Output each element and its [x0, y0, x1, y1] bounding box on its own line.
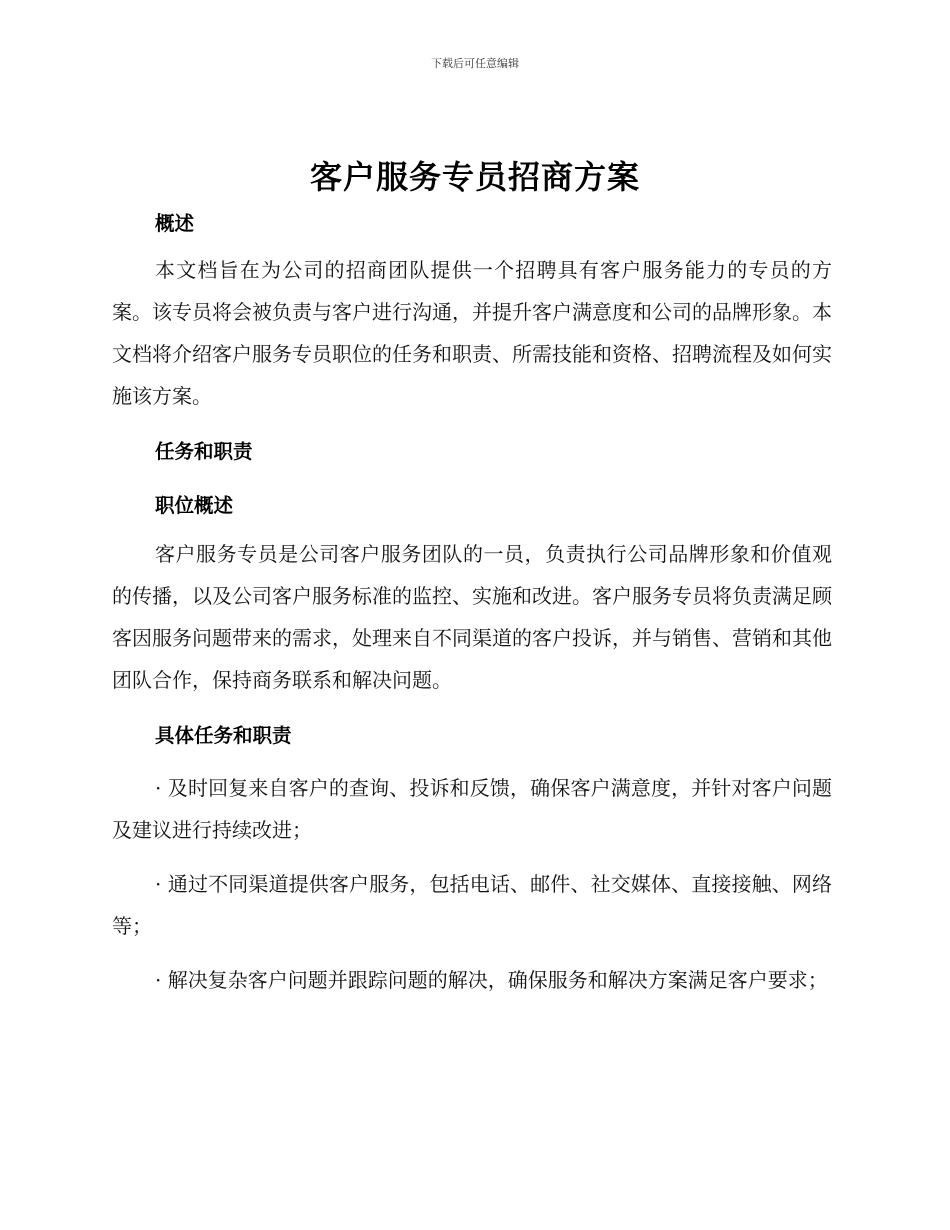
- page-header-note: 下载后可任意编辑: [431, 57, 519, 70]
- section-heading-duties: 任务和职责: [155, 440, 253, 463]
- overview-paragraph: 本文档旨在为公司的招商团队提供一个招聘具有客户服务能力的专员的方案。该专员将会被负责与客户进行沟通，并提升客户满意度和公司的品牌形象。本文档将介绍客户服务专员职位的任务和职责、所需技能和资格、招聘流程及如何实施该方案。: [112, 258, 832, 408]
- position-overview-paragraph: 客户服务专员是公司客户服务团队的一员，负责执行公司品牌形象和价值观的传播，以及公司客户服务标准的监控、实施和改进。客户服务专员将负责满足顾客因服务问题带来的需求，处理来自不同渠道的客户投诉，并与销售、营销和其他团队合作，保持商务联系和解决问题。: [112, 542, 832, 692]
- section-heading-position-overview: 职位概述: [155, 494, 234, 517]
- document-title: 客户服务专员招商方案: [309, 158, 640, 196]
- document-body: [112, 200, 832, 1001]
- duty-bullet-item: · 通过不同渠道提供客户服务，包括电话、邮件、社交媒体、直接接触、网络等；: [112, 872, 832, 938]
- section-heading-specific-duties: 具体任务和职责: [155, 724, 292, 747]
- duty-bullet-item: · 及时回复来自客户的查询、投诉和反馈，确保客户满意度，并针对客户问题及建议进行持续改进；: [112, 776, 832, 842]
- duty-bullet-item: · 解决复杂客户问题并跟踪问题的解决，确保服务和解决方案满足客户要求；: [155, 968, 828, 992]
- section-heading-overview: 概述: [155, 212, 195, 235]
